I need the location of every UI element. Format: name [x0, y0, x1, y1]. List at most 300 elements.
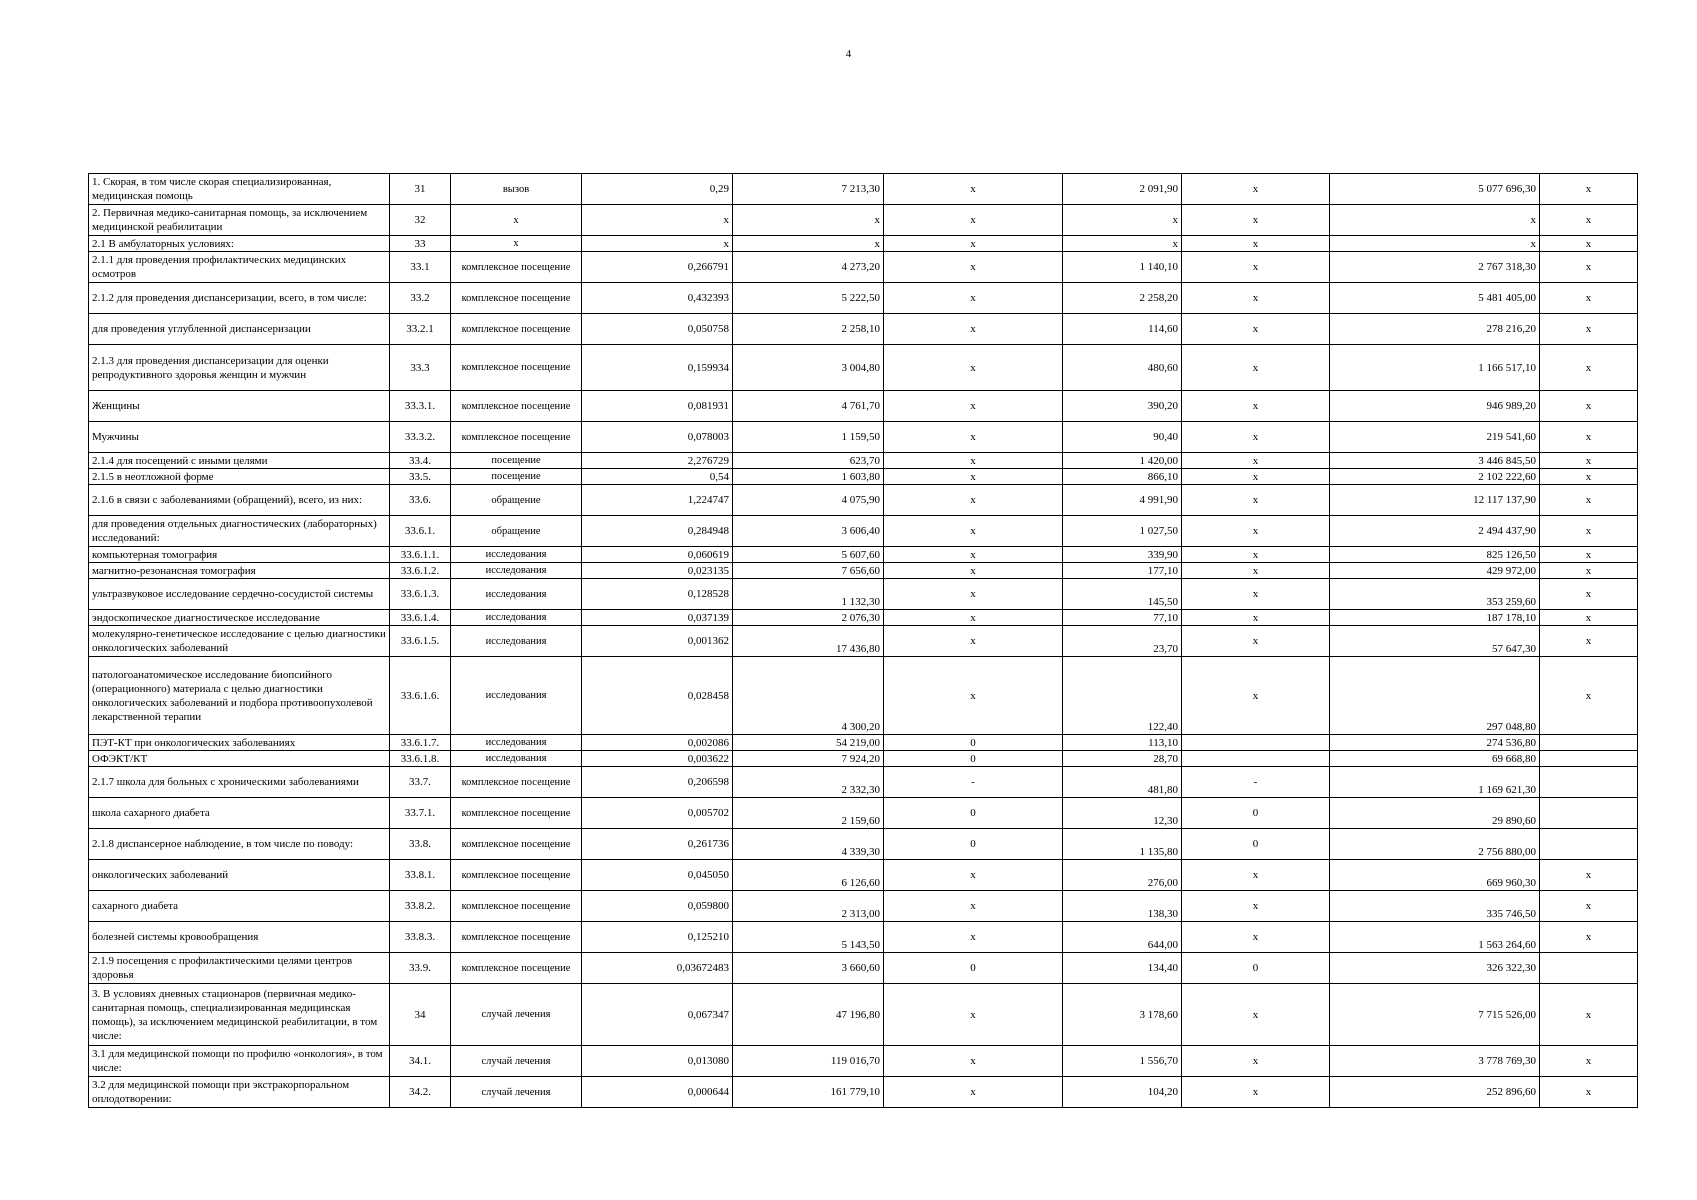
per-capita-cell: 90,40	[1063, 422, 1182, 453]
norm-cost-cell: 1 603,80	[733, 469, 884, 485]
row-code-cell: 32	[390, 205, 451, 236]
row-label-cell: ПЭТ-КТ при онкологических заболеваниях	[89, 735, 390, 751]
row-code-cell: 33.7.1.	[390, 798, 451, 829]
row-code-cell: 33.6.1.8.	[390, 751, 451, 767]
col-x3-cell: x	[1540, 1046, 1638, 1077]
unit-cell: комплексное посещение	[451, 922, 582, 953]
row-label-cell: Женщины	[89, 391, 390, 422]
total-amount-cell: 825 126,50	[1330, 547, 1540, 563]
page-number: 4	[845, 48, 852, 60]
col-x2-cell: x	[1182, 236, 1330, 252]
col-x1-cell: x	[884, 283, 1063, 314]
col-x1-cell: x	[884, 547, 1063, 563]
col-x3-cell: x	[1540, 1077, 1638, 1108]
norm-cost-cell: 3 606,40	[733, 516, 884, 547]
row-code-cell: 33.3	[390, 345, 451, 391]
norm-volume-cell: 0,128528	[582, 579, 733, 610]
norm-volume-cell: 0,028458	[582, 657, 733, 735]
norm-volume-cell: 0,002086	[582, 735, 733, 751]
per-capita-cell: 12,30	[1063, 798, 1182, 829]
total-amount-cell: 274 536,80	[1330, 735, 1540, 751]
col-x1-cell: x	[884, 516, 1063, 547]
col-x3-cell: x	[1540, 391, 1638, 422]
col-x2-cell: x	[1182, 891, 1330, 922]
col-x2-cell: x	[1182, 283, 1330, 314]
total-amount-cell: 69 668,80	[1330, 751, 1540, 767]
total-amount-cell: 278 216,20	[1330, 314, 1540, 345]
norm-volume-cell: 0,261736	[582, 829, 733, 860]
row-label-cell: 1. Скорая, в том числе скорая специализированная, медицинская помощь	[89, 174, 390, 205]
norm-cost-cell: 2 313,00	[733, 891, 884, 922]
total-amount-cell: 326 322,30	[1330, 953, 1540, 984]
norm-cost-cell: 6 126,60	[733, 860, 884, 891]
norm-cost-cell: 2 076,30	[733, 610, 884, 626]
row-label-cell: ультразвуковое исследование сердечно-сосудистой системы	[89, 579, 390, 610]
total-amount-cell: x	[1330, 236, 1540, 252]
row-label-cell: 2.1.4 для посещений с иными целями	[89, 453, 390, 469]
table-row	[89, 283, 1638, 314]
col-x2-cell: x	[1182, 485, 1330, 516]
col-x3-cell: x	[1540, 283, 1638, 314]
per-capita-cell: 390,20	[1063, 391, 1182, 422]
col-x3-cell: x	[1540, 205, 1638, 236]
row-code-cell: 34.1.	[390, 1046, 451, 1077]
norm-volume-cell: 0,067347	[582, 984, 733, 1046]
row-label-cell: ОФЭКТ/КТ	[89, 751, 390, 767]
table-row	[89, 579, 1638, 610]
per-capita-cell: 644,00	[1063, 922, 1182, 953]
table-row	[89, 252, 1638, 283]
norm-volume-cell: 0,037139	[582, 610, 733, 626]
per-capita-cell: 480,60	[1063, 345, 1182, 391]
col-x1-cell: x	[884, 174, 1063, 205]
norm-volume-cell: 0,000644	[582, 1077, 733, 1108]
total-amount-cell: 2 494 437,90	[1330, 516, 1540, 547]
table-row	[89, 626, 1638, 657]
col-x1-cell: x	[884, 579, 1063, 610]
row-label-cell: магнитно-резонансная томография	[89, 563, 390, 579]
col-x1-cell: 0	[884, 735, 1063, 751]
per-capita-cell: 1 027,50	[1063, 516, 1182, 547]
row-label-cell: 3. В условиях дневных стационаров (первичная медико-санитарная помощь, специализированная медицинская помощь), за исключением медицинской реабилитации, в том числе:	[89, 984, 390, 1046]
col-x2-cell: -	[1182, 767, 1330, 798]
table-row	[89, 767, 1638, 798]
table-row	[89, 469, 1638, 485]
col-x3-cell	[1540, 735, 1638, 751]
col-x2-cell	[1182, 751, 1330, 767]
total-amount-cell: 297 048,80	[1330, 657, 1540, 735]
per-capita-cell: x	[1063, 236, 1182, 252]
total-amount-cell: 252 896,60	[1330, 1077, 1540, 1108]
unit-cell: посещение	[451, 469, 582, 485]
col-x1-cell: x	[884, 891, 1063, 922]
col-x2-cell: x	[1182, 314, 1330, 345]
per-capita-cell: 28,70	[1063, 751, 1182, 767]
norm-volume-cell: 0,078003	[582, 422, 733, 453]
per-capita-cell: 177,10	[1063, 563, 1182, 579]
unit-cell: исследования	[451, 579, 582, 610]
col-x1-cell: x	[884, 422, 1063, 453]
norm-cost-cell: 2 258,10	[733, 314, 884, 345]
per-capita-cell: 104,20	[1063, 1077, 1182, 1108]
total-amount-cell: 2 767 318,30	[1330, 252, 1540, 283]
row-code-cell: 33.6.1.1.	[390, 547, 451, 563]
norm-volume-cell: 0,001362	[582, 626, 733, 657]
total-amount-cell: 335 746,50	[1330, 891, 1540, 922]
total-amount-cell: 12 117 137,90	[1330, 485, 1540, 516]
table-row	[89, 174, 1638, 205]
unit-cell: комплексное посещение	[451, 391, 582, 422]
norm-cost-cell: 1 159,50	[733, 422, 884, 453]
row-code-cell: 33.6.1.2.	[390, 563, 451, 579]
per-capita-cell: 2 258,20	[1063, 283, 1182, 314]
norm-volume-cell: 0,081931	[582, 391, 733, 422]
col-x2-cell: x	[1182, 579, 1330, 610]
total-amount-cell: 57 647,30	[1330, 626, 1540, 657]
row-code-cell: 33.6.1.	[390, 516, 451, 547]
total-amount-cell: 7 715 526,00	[1330, 984, 1540, 1046]
norm-volume-cell: x	[582, 205, 733, 236]
norm-cost-cell: 7 924,20	[733, 751, 884, 767]
total-amount-cell: 1 166 517,10	[1330, 345, 1540, 391]
unit-cell: исследования	[451, 657, 582, 735]
row-code-cell: 33.6.1.5.	[390, 626, 451, 657]
per-capita-cell: 77,10	[1063, 610, 1182, 626]
col-x3-cell: x	[1540, 516, 1638, 547]
norm-volume-cell: 0,432393	[582, 283, 733, 314]
total-amount-cell: x	[1330, 205, 1540, 236]
total-amount-cell: 2 756 880,00	[1330, 829, 1540, 860]
norm-volume-cell: 0,023135	[582, 563, 733, 579]
col-x2-cell	[1182, 735, 1330, 751]
norm-volume-cell: 0,045050	[582, 860, 733, 891]
col-x3-cell: x	[1540, 252, 1638, 283]
row-code-cell: 34	[390, 984, 451, 1046]
norm-cost-cell: 4 300,20	[733, 657, 884, 735]
norm-cost-cell: x	[733, 205, 884, 236]
col-x1-cell: x	[884, 860, 1063, 891]
norm-cost-cell: 3 004,80	[733, 345, 884, 391]
norm-cost-cell: 4 273,20	[733, 252, 884, 283]
total-amount-cell: 3 778 769,30	[1330, 1046, 1540, 1077]
row-code-cell: 33.6.1.4.	[390, 610, 451, 626]
per-capita-cell: 122,40	[1063, 657, 1182, 735]
table-row	[89, 751, 1638, 767]
row-code-cell: 33.1	[390, 252, 451, 283]
col-x3-cell	[1540, 767, 1638, 798]
table-row	[89, 547, 1638, 563]
norm-volume-cell: 0,005702	[582, 798, 733, 829]
col-x1-cell: x	[884, 563, 1063, 579]
unit-cell: комплексное посещение	[451, 252, 582, 283]
col-x3-cell: x	[1540, 657, 1638, 735]
unit-cell: комплексное посещение	[451, 953, 582, 984]
row-label-cell: 2.1.6 в связи с заболеваниями (обращений), всего, из них:	[89, 485, 390, 516]
total-amount-cell: 429 972,00	[1330, 563, 1540, 579]
per-capita-cell: 1 140,10	[1063, 252, 1182, 283]
table-row	[89, 891, 1638, 922]
row-label-cell: 2.1.2 для проведения диспансеризации, всего, в том числе:	[89, 283, 390, 314]
unit-cell: исследования	[451, 610, 582, 626]
col-x3-cell: x	[1540, 547, 1638, 563]
unit-cell: исследования	[451, 735, 582, 751]
norm-cost-cell: 119 016,70	[733, 1046, 884, 1077]
norm-cost-cell: 17 436,80	[733, 626, 884, 657]
col-x1-cell: x	[884, 205, 1063, 236]
row-label-cell: для проведения отдельных диагностических (лабораторных) исследований:	[89, 516, 390, 547]
col-x2-cell: x	[1182, 205, 1330, 236]
table-row	[89, 953, 1638, 984]
norm-volume-cell: x	[582, 236, 733, 252]
table-row	[89, 345, 1638, 391]
col-x3-cell: x	[1540, 860, 1638, 891]
col-x2-cell: 0	[1182, 829, 1330, 860]
unit-cell: вызов	[451, 174, 582, 205]
table-row	[89, 735, 1638, 751]
row-code-cell: 33.4.	[390, 453, 451, 469]
per-capita-cell: 134,40	[1063, 953, 1182, 984]
row-label-cell: болезней системы кровообращения	[89, 922, 390, 953]
norm-volume-cell: 2,276729	[582, 453, 733, 469]
row-code-cell: 33.8.2.	[390, 891, 451, 922]
row-code-cell: 33.9.	[390, 953, 451, 984]
col-x2-cell: x	[1182, 657, 1330, 735]
table-row	[89, 860, 1638, 891]
total-amount-cell: 1 169 621,30	[1330, 767, 1540, 798]
norm-volume-cell: 0,54	[582, 469, 733, 485]
row-code-cell: 34.2.	[390, 1077, 451, 1108]
row-label-cell: сахарного диабета	[89, 891, 390, 922]
col-x2-cell: x	[1182, 345, 1330, 391]
col-x3-cell: x	[1540, 610, 1638, 626]
unit-cell: комплексное посещение	[451, 891, 582, 922]
row-code-cell: 33.6.1.3.	[390, 579, 451, 610]
col-x2-cell: 0	[1182, 798, 1330, 829]
norm-cost-cell: 7 213,30	[733, 174, 884, 205]
col-x1-cell: 0	[884, 829, 1063, 860]
col-x3-cell: x	[1540, 626, 1638, 657]
norm-cost-cell: 5 143,50	[733, 922, 884, 953]
table-row	[89, 516, 1638, 547]
table-row	[89, 236, 1638, 252]
row-label-cell: эндоскопическое диагностическое исследование	[89, 610, 390, 626]
col-x2-cell: x	[1182, 563, 1330, 579]
row-code-cell: 33.2.1	[390, 314, 451, 345]
col-x1-cell: x	[884, 314, 1063, 345]
norm-cost-cell: 47 196,80	[733, 984, 884, 1046]
table-row	[89, 485, 1638, 516]
per-capita-cell: 113,10	[1063, 735, 1182, 751]
norm-cost-cell: 3 660,60	[733, 953, 884, 984]
norm-cost-cell: 161 779,10	[733, 1077, 884, 1108]
row-label-cell: 2.1.9 посещения с профилактическими целями центров здоровья	[89, 953, 390, 984]
unit-cell: случай лечения	[451, 1077, 582, 1108]
col-x3-cell: x	[1540, 984, 1638, 1046]
unit-cell: комплексное посещение	[451, 283, 582, 314]
total-amount-cell: 5 077 696,30	[1330, 174, 1540, 205]
row-code-cell: 33.6.1.6.	[390, 657, 451, 735]
norm-cost-cell: 7 656,60	[733, 563, 884, 579]
norm-volume-cell: 0,29	[582, 174, 733, 205]
norm-cost-cell: 5 607,60	[733, 547, 884, 563]
table-row	[89, 453, 1638, 469]
col-x2-cell: x	[1182, 516, 1330, 547]
table-row	[89, 1077, 1638, 1108]
norm-cost-cell: 1 132,30	[733, 579, 884, 610]
norm-cost-cell: 2 332,30	[733, 767, 884, 798]
row-label-cell: 2. Первичная медико-санитарная помощь, за исключением медицинской реабилитации	[89, 205, 390, 236]
col-x3-cell: x	[1540, 345, 1638, 391]
per-capita-cell: 276,00	[1063, 860, 1182, 891]
col-x2-cell: x	[1182, 422, 1330, 453]
row-label-cell: 2.1.8 диспансерное наблюдение, в том числе по поводу:	[89, 829, 390, 860]
unit-cell: комплексное посещение	[451, 314, 582, 345]
norm-volume-cell: 0,013080	[582, 1046, 733, 1077]
col-x3-cell: x	[1540, 422, 1638, 453]
row-label-cell: для проведения углубленной диспансеризации	[89, 314, 390, 345]
table-row	[89, 798, 1638, 829]
unit-cell: комплексное посещение	[451, 829, 582, 860]
row-label-cell: 2.1.1 для проведения профилактических медицинских осмотров	[89, 252, 390, 283]
financing-table	[88, 173, 1638, 1108]
row-label-cell: 3.1 для медицинской помощи по профилю «онкология», в том числе:	[89, 1046, 390, 1077]
col-x3-cell: x	[1540, 922, 1638, 953]
norm-cost-cell: 5 222,50	[733, 283, 884, 314]
col-x1-cell: x	[884, 922, 1063, 953]
row-code-cell: 33	[390, 236, 451, 252]
row-label-cell: школа сахарного диабета	[89, 798, 390, 829]
row-label-cell: 2.1.7 школа для больных с хроническими заболеваниями	[89, 767, 390, 798]
norm-cost-cell: 4 339,30	[733, 829, 884, 860]
col-x2-cell: x	[1182, 1046, 1330, 1077]
table-row	[89, 205, 1638, 236]
unit-cell: комплексное посещение	[451, 422, 582, 453]
col-x2-cell: x	[1182, 984, 1330, 1046]
row-code-cell: 33.3.2.	[390, 422, 451, 453]
unit-cell: исследования	[451, 563, 582, 579]
norm-cost-cell: 4 075,90	[733, 485, 884, 516]
per-capita-cell: 866,10	[1063, 469, 1182, 485]
norm-volume-cell: 0,003622	[582, 751, 733, 767]
row-code-cell: 33.8.1.	[390, 860, 451, 891]
col-x2-cell: x	[1182, 626, 1330, 657]
row-label-cell: онкологических заболеваний	[89, 860, 390, 891]
col-x3-cell: x	[1540, 236, 1638, 252]
col-x3-cell: x	[1540, 453, 1638, 469]
per-capita-cell: 138,30	[1063, 891, 1182, 922]
unit-cell: x	[451, 205, 582, 236]
table-row	[89, 829, 1638, 860]
col-x2-cell: x	[1182, 174, 1330, 205]
col-x1-cell: x	[884, 1077, 1063, 1108]
norm-cost-cell: 54 219,00	[733, 735, 884, 751]
norm-volume-cell: 0,159934	[582, 345, 733, 391]
col-x1-cell: x	[884, 236, 1063, 252]
col-x2-cell: x	[1182, 922, 1330, 953]
unit-cell: обращение	[451, 516, 582, 547]
row-code-cell: 33.8.	[390, 829, 451, 860]
table-row	[89, 391, 1638, 422]
col-x3-cell: x	[1540, 469, 1638, 485]
row-code-cell: 33.2	[390, 283, 451, 314]
table-row	[89, 610, 1638, 626]
col-x2-cell: x	[1182, 391, 1330, 422]
unit-cell: посещение	[451, 453, 582, 469]
row-label-cell: Мужчины	[89, 422, 390, 453]
norm-cost-cell: x	[733, 236, 884, 252]
row-code-cell: 33.3.1.	[390, 391, 451, 422]
col-x1-cell: x	[884, 453, 1063, 469]
col-x1-cell: -	[884, 767, 1063, 798]
row-label-cell: молекулярно-генетическое исследование с целью диагностики онкологических заболеваний	[89, 626, 390, 657]
row-label-cell: компьютерная томография	[89, 547, 390, 563]
unit-cell: исследования	[451, 547, 582, 563]
unit-cell: x	[451, 236, 582, 252]
total-amount-cell: 29 890,60	[1330, 798, 1540, 829]
norm-volume-cell: 0,206598	[582, 767, 733, 798]
col-x1-cell: x	[884, 610, 1063, 626]
per-capita-cell: 114,60	[1063, 314, 1182, 345]
col-x2-cell: x	[1182, 547, 1330, 563]
row-code-cell: 31	[390, 174, 451, 205]
table-row	[89, 922, 1638, 953]
col-x3-cell: x	[1540, 485, 1638, 516]
row-code-cell: 33.6.1.7.	[390, 735, 451, 751]
col-x1-cell: x	[884, 469, 1063, 485]
per-capita-cell: 145,50	[1063, 579, 1182, 610]
row-code-cell: 33.7.	[390, 767, 451, 798]
row-label-cell: 2.1 В амбулаторных условиях:	[89, 236, 390, 252]
unit-cell: обращение	[451, 485, 582, 516]
total-amount-cell: 3 446 845,50	[1330, 453, 1540, 469]
per-capita-cell: x	[1063, 205, 1182, 236]
total-amount-cell: 219 541,60	[1330, 422, 1540, 453]
col-x3-cell	[1540, 829, 1638, 860]
col-x2-cell: x	[1182, 1077, 1330, 1108]
col-x1-cell: x	[884, 984, 1063, 1046]
col-x3-cell	[1540, 953, 1638, 984]
col-x1-cell: x	[884, 657, 1063, 735]
unit-cell: исследования	[451, 751, 582, 767]
col-x3-cell: x	[1540, 174, 1638, 205]
col-x2-cell: 0	[1182, 953, 1330, 984]
per-capita-cell: 4 991,90	[1063, 485, 1182, 516]
unit-cell: исследования	[451, 626, 582, 657]
col-x3-cell: x	[1540, 579, 1638, 610]
per-capita-cell: 3 178,60	[1063, 984, 1182, 1046]
table-row	[89, 657, 1638, 735]
unit-cell: случай лечения	[451, 984, 582, 1046]
norm-volume-cell: 0,060619	[582, 547, 733, 563]
row-label-cell: 2.1.5 в неотложной форме	[89, 469, 390, 485]
col-x3-cell: x	[1540, 314, 1638, 345]
norm-volume-cell: 0,059800	[582, 891, 733, 922]
per-capita-cell: 481,80	[1063, 767, 1182, 798]
per-capita-cell: 1 420,00	[1063, 453, 1182, 469]
col-x2-cell: x	[1182, 453, 1330, 469]
unit-cell: комплексное посещение	[451, 798, 582, 829]
norm-volume-cell: 1,224747	[582, 485, 733, 516]
norm-volume-cell: 0,284948	[582, 516, 733, 547]
col-x1-cell: x	[884, 345, 1063, 391]
total-amount-cell: 946 989,20	[1330, 391, 1540, 422]
total-amount-cell: 1 563 264,60	[1330, 922, 1540, 953]
unit-cell: случай лечения	[451, 1046, 582, 1077]
table-row	[89, 984, 1638, 1046]
col-x2-cell: x	[1182, 252, 1330, 283]
col-x2-cell: x	[1182, 860, 1330, 891]
per-capita-cell: 1 135,80	[1063, 829, 1182, 860]
